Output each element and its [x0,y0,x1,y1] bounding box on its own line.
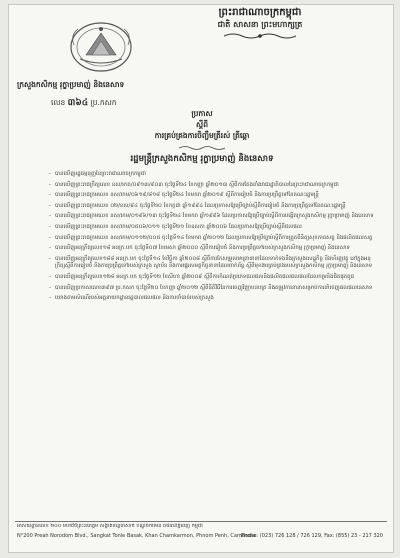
footer-divider [15,521,387,522]
document-about: ស្តីពី [196,120,208,129]
list-item: - បានឃើញព្រះរាជក្រមលេខ នស/រកម/០៥០៦/០១១ ចុះថ្ងៃទី២១ ខែឧសភា ឆ្នាំ២០០៦ ដែលប្រកាសឱ្យប្រើច្បាប់ស្តីពីជលផល [49,224,374,232]
preamble-list [49,171,374,306]
footer-address: N°200 Preah Norodom Blvd., Sangkat Tonle Basak, Khan Chamkarmon, Phnom Penh, Cambodia [17,533,256,539]
list-item: - បានឃើញអនុក្រឹត្យលេខ១៨ អនក្រ.បក ចុះថ្ងៃទី០៧ ខែមេសា ឆ្នាំ២០០០ ស្តីពីការរៀបចំ និងការប្រព្រឹត្តទៅរបស់ក្រសួងកសិកម្ម រុក្ខាប្រមាញ់ និងនេសាទ [49,245,374,253]
footer-khmer-address: អាសយដ្ឋានលេខ ២០០ មហាវិថីព្រះនរោត្តម សង្កាត់ទន្លេបាសាក់ ខណ្ឌចំការមន រាជធានីភ្នំពេញ កម្ពុជា [17,523,203,529]
list-item: - បានឃើញអនុក្រឹត្យលេខ១៨៨ អនក្រ.បក ចុះថ្ងៃទី១៤ ខែវិច្ឆិកា ឆ្នាំ២០០៨ ស្តីពីការកែសម្រួលមាត្រានានាដែលទាក់ទងនឹងក្រសួងសេដ្ឋកិច្ច និងហិរញ្ញវត្ថុ នៅក្នុងអនុក្រឹត្យស្តីពីការរៀបចំ និងការប្រព្រឹត្តទៅរបស់ក្រសួង ស្ថាប័ន និងការផ្ទេរសមត្ថកិច្ចនានាដែលពាក់ព័ន្ធ ស្តីពីមុខងារគ្រប់គ្រងរបស់ក្រសួងកសិកម្ម រុក្ខាប្រមាញ់ និងនេសាទ [49,256,374,271]
reference-value: ៣៦៤ [67,98,89,108]
list-item: - យោងតាមសំណើរបស់អគ្គនាយកដ្ឋានរដ្ឋបាលជលផល និងការចាំបាច់របស់ក្រសួង [49,295,374,303]
title-ornament [179,145,225,151]
minister-line: រដ្ឋមន្ត្រីក្រសួងកសិកម្ម រុក្ខាប្រមាញ់ និងនេសាទ [130,154,274,164]
ministry-name: ក្រសួងកសិកម្ម រុក្ខាប្រមាញ់ និងនេសាទ [17,80,125,89]
kingdom-heading: ព្រះរាជាណាចក្រកម្ពុជា [218,7,302,18]
list-item: - បានឃើញព្រះរាជក្រមលេខ នស/រកម/០៦១៩/៨១៨ ចុះថ្ងៃទី២៤ ខែមករា ឆ្នាំ២០១៩ ស្តីពីការរៀបចំ និងការប្រព្រឹត្តទៅនៃគណៈរដ្ឋមន្ត្រី [49,192,374,200]
ministry-seal-logo [64,19,138,75]
document-subject: ការគ្រប់គ្រងការចិញ្ចឹមត្រីរស់ ត្រីឆ្ដោ [154,131,250,140]
reference-number [51,98,117,108]
list-item: - បានឃើញរដ្ឋធម្មនុញ្ញនៃព្រះរាជាណាចក្រកម្ពុជា [49,171,374,179]
reference-suffix: ប្រ.កសក [90,98,117,107]
header-ornament [224,32,296,40]
list-item: - បានឃើញប្រកាសលេខ៣៩៧ ប្រ.កសក ចុះថ្ងៃទី២០ ខែកញ្ញា ឆ្នាំ២០១២ ស្តីពីនីតិវិធីនៃការចេញវិញ្ញាបនបត្រ និងតម្រូវការនានាសម្រាប់ការនាំចេញផលផលនេសាទ [49,285,374,293]
footer-phone: Phone: (023) 726 128 / 726 129, Fax: (855) 23 - 217 320 [241,533,383,539]
reference-label: លេខ [51,98,68,107]
national-motto: ជាតិ សាសនា ព្រះមហាក្សត្រ [217,20,303,29]
list-item: - បានឃើញអនុក្រឹត្យលេខ១២៨ អនក្រ.បក ចុះថ្ងៃទី១២ ខែសីហា ឆ្នាំ២០០៩ ស្តីពីការកំណត់ប្រភេទជលផលនិងផលិតផលជលផលដែលកម្រនិងជិតផុតពូជ [49,274,374,282]
document-type: ប្រកាស [191,109,213,118]
document-page [8,4,394,553]
list-item: - បានឃើញព្រះរាជក្រមលេខ នស/រកម/០១៩៦/១៣ ចុះថ្ងៃទី២៤ ខែមករា ឆ្នាំ១៩៩៦ ដែលប្រកាសឱ្យប្រើច្បាប់ស្តីពីការបង្កើតក្រសួងកសិកម្ម រុក្ខាប្រមាញ់ និងនេសាទ [49,213,374,221]
list-item: - បានឃើញព្រះរាជក្រមលេខ ០២/នស/៩៤ ចុះថ្ងៃទី២០ ខែកក្កដា ឆ្នាំ១៩៩៤ ដែលប្រកាសឱ្យប្រើច្បាប់ស្តីពីការរៀបចំ និងការប្រព្រឹត្តទៅនៃគណៈរដ្ឋមន្ត្រី [49,203,374,211]
list-item: - បានឃើញព្រះរាជក្រឹត្យលេខ នស/រកត/០៩១៣/៩០៣ ចុះថ្ងៃទី២៤ ខែកញ្ញា ឆ្នាំ២០១៣ ស្តីពីការតែងតាំងរាជរដ្ឋាភិបាលនៃព្រះរាជាណាចក្រកម្ពុជា [49,182,374,190]
list-item: - បានឃើញព្រះរាជក្រមលេខ នស/រកម/០១១២/០០៥ ចុះថ្ងៃទី១៤ ខែមករា ឆ្នាំ២០១២ ដែលប្រកាសឱ្យប្រើច្បាប់ស្តីពីការត្រួតពិនិត្យសុខភាពសត្វ និងផលិតផលសត្វ [49,235,374,243]
